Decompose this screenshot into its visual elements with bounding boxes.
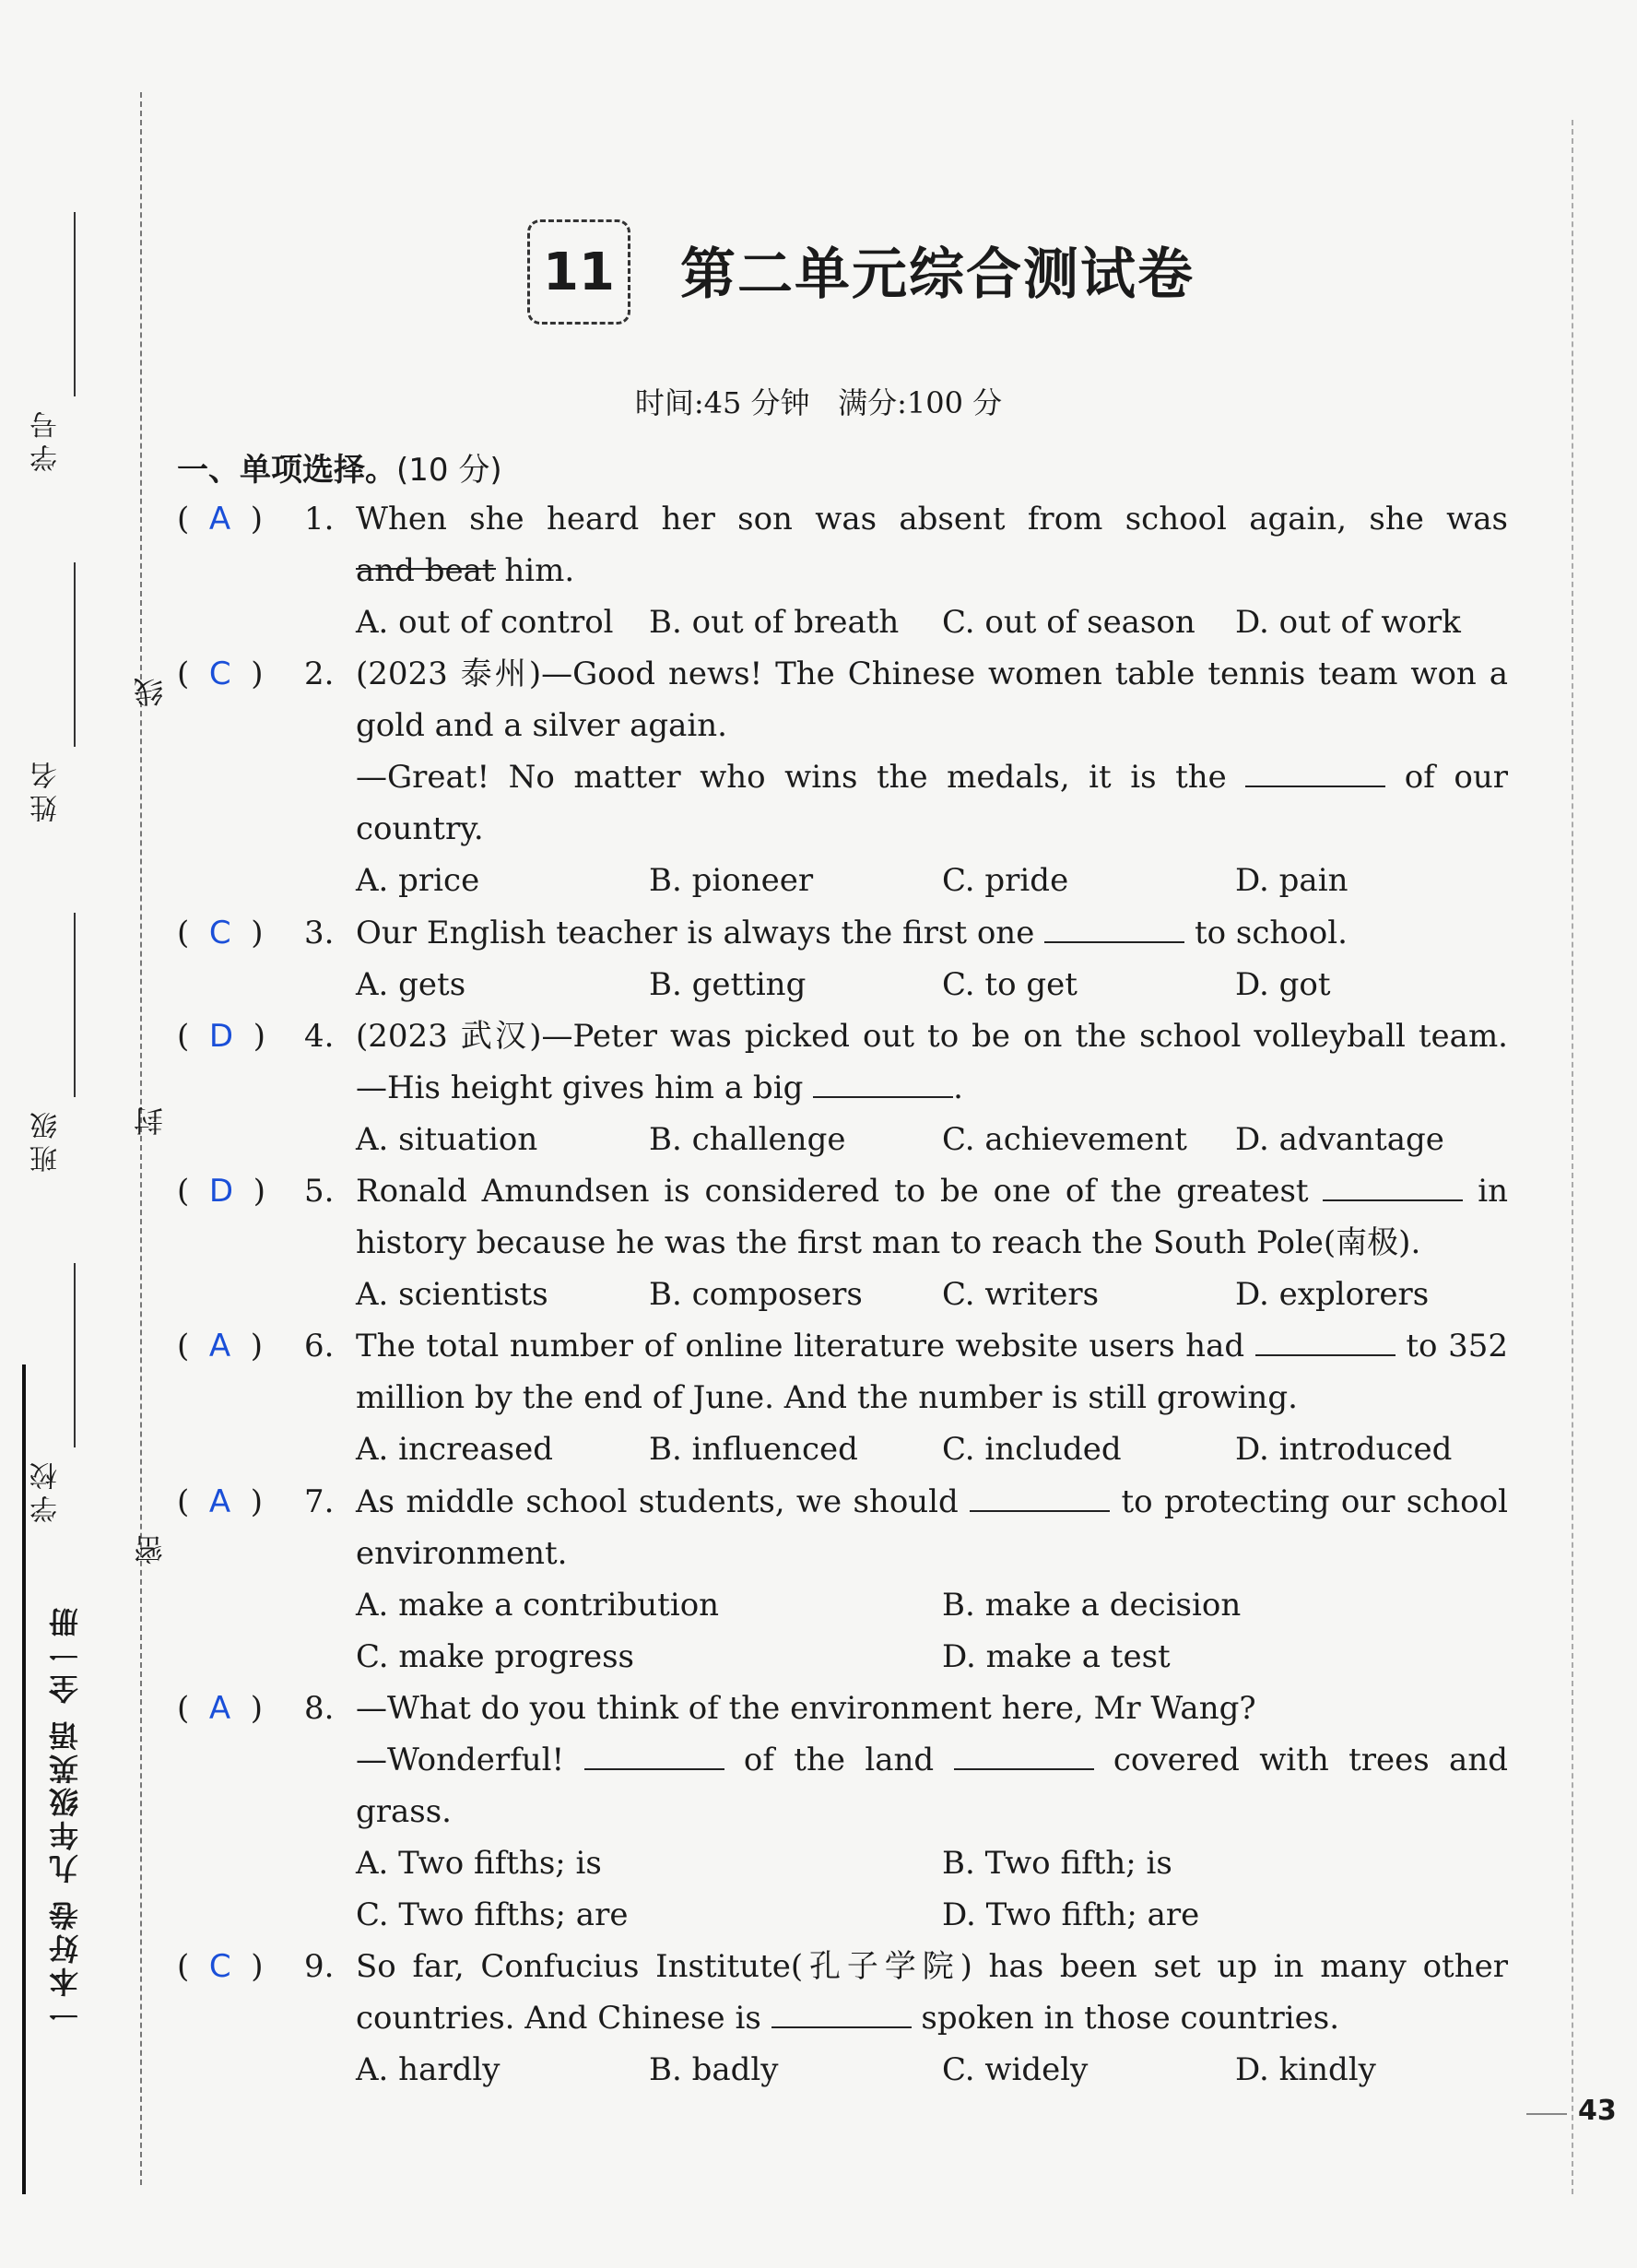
option-a: A. gets (356, 966, 466, 1003)
option-a: A. hardly (356, 2051, 501, 2088)
question-number: 5. (304, 1173, 335, 1210)
seal-char-line: 线 (133, 678, 168, 707)
answer-letter: D (208, 1018, 234, 1055)
question-text-line: gold and a silver again. (356, 707, 727, 744)
question-text-line: million by the end of June. And the number is still growing. (356, 1379, 1298, 1416)
answer-letter: A (208, 1328, 231, 1364)
binding-solid-bar (22, 1364, 26, 2194)
school-blank (74, 1263, 76, 1447)
option-c: C. included (942, 1431, 1122, 1468)
question-number: 8. (304, 1690, 335, 1727)
answer-blank[interactable] (1323, 1172, 1463, 1201)
answer-letter: C (208, 656, 231, 692)
option-d: D. explorers (1235, 1276, 1430, 1313)
option-c: C. achievement (942, 1121, 1187, 1158)
option-b: B. badly (649, 2051, 779, 2088)
name-label: 姓名 (30, 756, 63, 822)
question-number: 3. (304, 915, 335, 951)
answer-letter: A (208, 501, 231, 537)
option-d: D. kindly (1235, 2051, 1376, 2088)
question-text-line: —Great! No matter who wins the medals, it is the of our (356, 759, 1508, 796)
option-b: B. make a decision (942, 1587, 1242, 1624)
option-c: C. make progress (356, 1638, 634, 1675)
book-title: 一本好卷 九年级英语 全一册 (48, 1604, 83, 2031)
question-text-line: (2023 武汉)—Peter was picked out to be on the school volleyball team. (356, 1018, 1508, 1055)
question-number: 7. (304, 1483, 335, 1520)
option-c: C. writers (942, 1276, 1100, 1313)
seal-char-seal: 封 (133, 1106, 168, 1136)
option-c: C. Two fifths; are (356, 1896, 629, 1933)
question-text-line: When she heard her son was absent from school again, she was (356, 499, 1508, 580)
option-b: B. challenge (649, 1121, 846, 1158)
answer-letter: A (208, 1483, 231, 1520)
question-text-line: country. (356, 810, 484, 847)
option-b: B. getting (649, 966, 807, 1003)
option-d: D. pain (1235, 862, 1348, 899)
answer-blank[interactable] (970, 1482, 1110, 1512)
unit-number-badge: 11 (527, 219, 630, 325)
option-a: A. situation (356, 1121, 538, 1158)
page-title: 第二单元综合测试卷 (680, 242, 1195, 307)
question-answer: ( D ) (177, 1018, 265, 1055)
question-text-line: —What do you think of the environment here, Mr Wang? (356, 1690, 1256, 1727)
question-text-line: (2023 泰州)—Good news! The Chinese women table tennis team won a (356, 656, 1508, 692)
question-text-line: Ronald Amundsen is considered to be one of the greatest in (356, 1173, 1508, 1210)
class-blank (74, 913, 76, 1097)
question-answer: ( A ) (177, 1328, 264, 1364)
binding-dashed-line-inner (1572, 120, 1573, 2194)
option-b: B. composers (649, 1276, 863, 1313)
option-a: A. make a contribution (356, 1587, 720, 1624)
time-info: 时间:45 分钟 满分:100 分 (634, 385, 1003, 420)
answer-blank[interactable] (1245, 758, 1385, 787)
option-c: C. out of season (942, 604, 1195, 641)
answer-blank[interactable] (954, 1741, 1094, 1770)
question-answer: ( C ) (177, 1948, 264, 1985)
option-d: D. make a test (942, 1638, 1171, 1675)
question-text-line: —Wonderful! of the land covered with trees and (356, 1742, 1508, 1778)
question-answer: ( A ) (177, 1690, 264, 1727)
option-c: C. to get (942, 966, 1078, 1003)
question-text-line: As middle school students, we should to protecting our school (356, 1483, 1508, 1520)
question-text-line: countries. And Chinese is spoken in those countries. (356, 2000, 1340, 2037)
option-d: D. introduced (1235, 1431, 1453, 1468)
question-text-line: —His height gives him a big . (356, 1069, 963, 1106)
page-number-dash (1526, 2113, 1567, 2115)
student-no-label: 学号 (30, 406, 63, 472)
section-points: (10 分) (396, 452, 502, 489)
answer-letter: D (208, 1173, 234, 1210)
answer-blank[interactable] (584, 1741, 724, 1770)
question-number: 2. (304, 656, 335, 692)
question-text-line: The total number of online literature website users had to 352 (356, 1328, 1508, 1364)
option-a: A. price (356, 862, 480, 899)
class-label: 班级 (30, 1106, 63, 1173)
question-number: 9. (304, 1948, 335, 1985)
question-text-line: history because he was the first man to reach the South Pole(南极). (356, 1224, 1421, 1261)
question-answer: ( D ) (177, 1173, 265, 1210)
option-a: A. Two fifths; is (356, 1845, 602, 1882)
answer-blank[interactable] (813, 1069, 953, 1098)
answer-letter: C (208, 1948, 231, 1985)
option-b: B. influenced (649, 1431, 858, 1468)
question-number: 6. (304, 1328, 335, 1364)
question-answer: ( C ) (177, 915, 264, 951)
question-number: 4. (304, 1018, 335, 1055)
option-d: D. advantage (1235, 1121, 1444, 1158)
question-answer: ( C ) (177, 656, 264, 692)
question-answer: ( A ) (177, 1483, 264, 1520)
option-d: D. got (1235, 966, 1331, 1003)
answer-letter: A (208, 1690, 231, 1727)
option-a: A. out of control (356, 604, 614, 641)
question-text-line: Our English teacher is always the first one to school. (356, 915, 1348, 951)
question-answer: ( A ) (177, 501, 264, 537)
option-c: C. widely (942, 2051, 1089, 2088)
question-text-line: So far, Confucius Institute(孔子学院) has been set up in many other (356, 1948, 1508, 1985)
option-c: C. pride (942, 862, 1069, 899)
option-b: B. pioneer (649, 862, 814, 899)
school-label: 学校 (30, 1457, 63, 1523)
question-text-line: and beat him. (356, 552, 575, 589)
option-d: D. out of work (1235, 604, 1461, 641)
seal-char-secret: 密 (133, 1535, 168, 1565)
answer-blank[interactable] (771, 1999, 912, 2028)
option-b: B. out of breath (649, 604, 900, 641)
name-blank (74, 562, 76, 747)
answer-blank[interactable] (1044, 914, 1184, 943)
option-a: A. increased (356, 1431, 553, 1468)
question-number: 1. (304, 501, 335, 537)
answer-letter: C (208, 915, 231, 951)
question-text-line: grass. (356, 1793, 452, 1830)
question-text-line: environment. (356, 1535, 568, 1572)
page-number: 43 (1578, 2095, 1617, 2127)
student-no-blank (74, 212, 76, 396)
option-a: A. scientists (356, 1276, 548, 1313)
option-d: D. Two fifth; are (942, 1896, 1200, 1933)
option-b: B. Two fifth; is (942, 1845, 1172, 1882)
section-title: 一、单项选择。 (177, 452, 396, 489)
answer-blank[interactable] (1255, 1327, 1396, 1356)
section-heading (177, 444, 502, 490)
